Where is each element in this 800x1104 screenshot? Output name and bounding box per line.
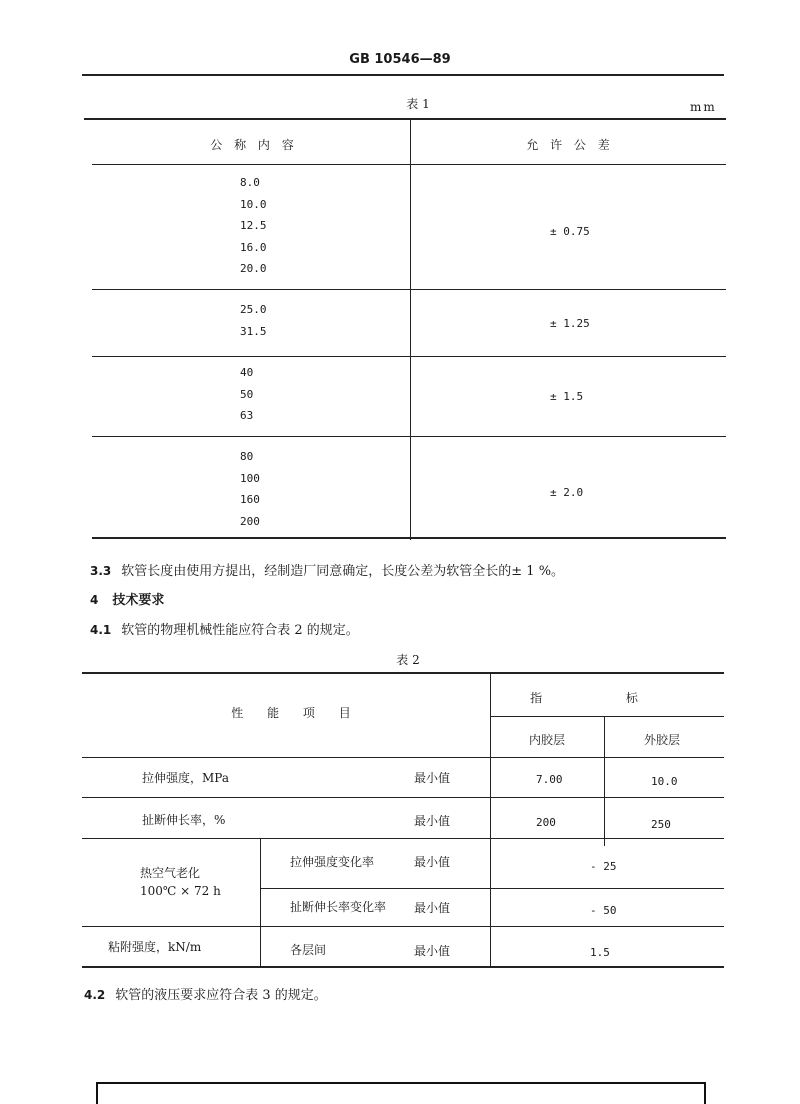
table2-bottom-rule (82, 966, 724, 968)
row-tensile-inner: 7.00 (536, 773, 563, 786)
table2-header-rule (82, 757, 724, 758)
row-aging-sub2-label: 扯断伸长率变化率 (290, 900, 387, 914)
table1-column-divider (410, 120, 411, 540)
section-text: 软管的液压要求应符合表 3 的规定。 (115, 988, 327, 1003)
table2-header-property: 性 能 项 目 (231, 706, 361, 720)
table2-row-rule (82, 838, 724, 839)
section-number: 4.2 (84, 988, 106, 1002)
table1-value: 25.0 (240, 303, 267, 316)
table1-group-rule (92, 356, 726, 357)
table2-title: 表 2 (396, 653, 420, 667)
section-number: 3.3 (90, 564, 112, 578)
row-elongation-label: 扯断伸长率，% (142, 813, 226, 827)
table2-subgroup-divider (260, 838, 261, 966)
table1-value: 63 (240, 409, 254, 422)
section-4-1 (90, 619, 359, 638)
table1-group2-values (240, 299, 267, 342)
table1-group1-values (240, 172, 267, 280)
row-aging-label-1: 热空气老化 (140, 866, 201, 880)
section-3-3 (90, 560, 564, 579)
standard-code: GB 10546—89 (349, 52, 451, 67)
section-text: 软管长度由使用方提出，经制造厂同意确定，长度公差为软管全长的± 1 %。 (121, 564, 565, 579)
section-4-heading (90, 589, 164, 608)
row-aging-sub2-req: 最小值 (414, 901, 451, 915)
table1-value: 16.0 (240, 240, 267, 254)
row-aging-sub1-value: - 25 (590, 860, 617, 873)
row-adhesion-req: 最小值 (414, 944, 451, 958)
row-tensile-outer: 10.0 (651, 775, 678, 788)
table1-unit: mm (690, 100, 717, 114)
table1-value: 8.0 (240, 176, 260, 189)
table1-value: 10.0 (240, 197, 267, 211)
table2-row-rule (82, 797, 724, 798)
row-elongation-inner: 200 (536, 816, 556, 829)
section-4-2 (84, 984, 327, 1003)
table1-title: 表 1 (406, 97, 430, 111)
table1-header-tolerance: 允 许 公 差 (526, 138, 614, 152)
section-text: 软管的物理机械性能应符合表 2 的规定。 (121, 623, 359, 638)
table1-group4-tolerance: ± 2.0 (550, 486, 584, 499)
bottom-frame (96, 1082, 706, 1104)
table1-value: 100 (240, 471, 260, 485)
table1-header-nominal: 公 称 内 容 (210, 138, 298, 152)
row-tensile-label: 拉伸强度，MPa (142, 771, 229, 785)
table1-value: 80 (240, 450, 254, 463)
table1-value: 160 (240, 493, 260, 506)
row-tensile-req: 最小值 (414, 771, 451, 785)
table1-value: 12.5 (240, 219, 267, 232)
table1-top-rule (84, 118, 726, 120)
table1-header-rule (92, 164, 726, 165)
table1-group1-tolerance: ± 0.75 (550, 225, 590, 238)
table1-value: 50 (240, 387, 254, 401)
table2-top-rule (82, 672, 724, 674)
table1-value: 31.5 (240, 324, 267, 338)
row-aging-sub1-req: 最小值 (414, 855, 451, 869)
table2-index-divider (490, 674, 491, 966)
header-rule (82, 74, 724, 76)
table1-group3-values (240, 362, 253, 427)
table1-value: 40 (240, 366, 254, 379)
row-elongation-outer: 250 (651, 818, 671, 831)
table1-group2-tolerance: ± 1.25 (550, 317, 590, 330)
row-elongation-req: 最小值 (414, 814, 451, 828)
row-adhesion-value: 1.5 (590, 946, 610, 959)
table2-inner-outer-divider (604, 716, 605, 846)
row-aging-label-2: 100℃ × 72 h (140, 884, 221, 898)
table1-group-rule (92, 289, 726, 290)
section-number: 4 (90, 593, 99, 607)
table2-header-outer: 外胶层 (643, 733, 681, 747)
section-number: 4.1 (90, 623, 112, 637)
section-title: 技术要求 (112, 593, 165, 608)
table2-index-rule (490, 716, 724, 717)
table1-group-rule (92, 436, 726, 437)
table1-group4-values (240, 446, 260, 532)
table1-value: 20.0 (240, 262, 267, 275)
table1-value: 200 (240, 514, 260, 528)
table2-row-rule (260, 888, 724, 889)
row-adhesion-label: 粘附强度，kN/m (108, 940, 202, 954)
table2-header-index: 指 标 (530, 691, 678, 705)
table1-group3-tolerance: ± 1.5 (550, 390, 584, 403)
row-aging-sub1-label: 拉伸强度变化率 (290, 855, 375, 869)
table2-row-rule (82, 926, 724, 927)
row-adhesion-sub: 各层间 (290, 943, 327, 957)
row-aging-sub2-value: - 50 (590, 904, 617, 917)
table1-bottom-rule (92, 537, 726, 539)
table2-header-inner: 内胶层 (528, 733, 566, 747)
